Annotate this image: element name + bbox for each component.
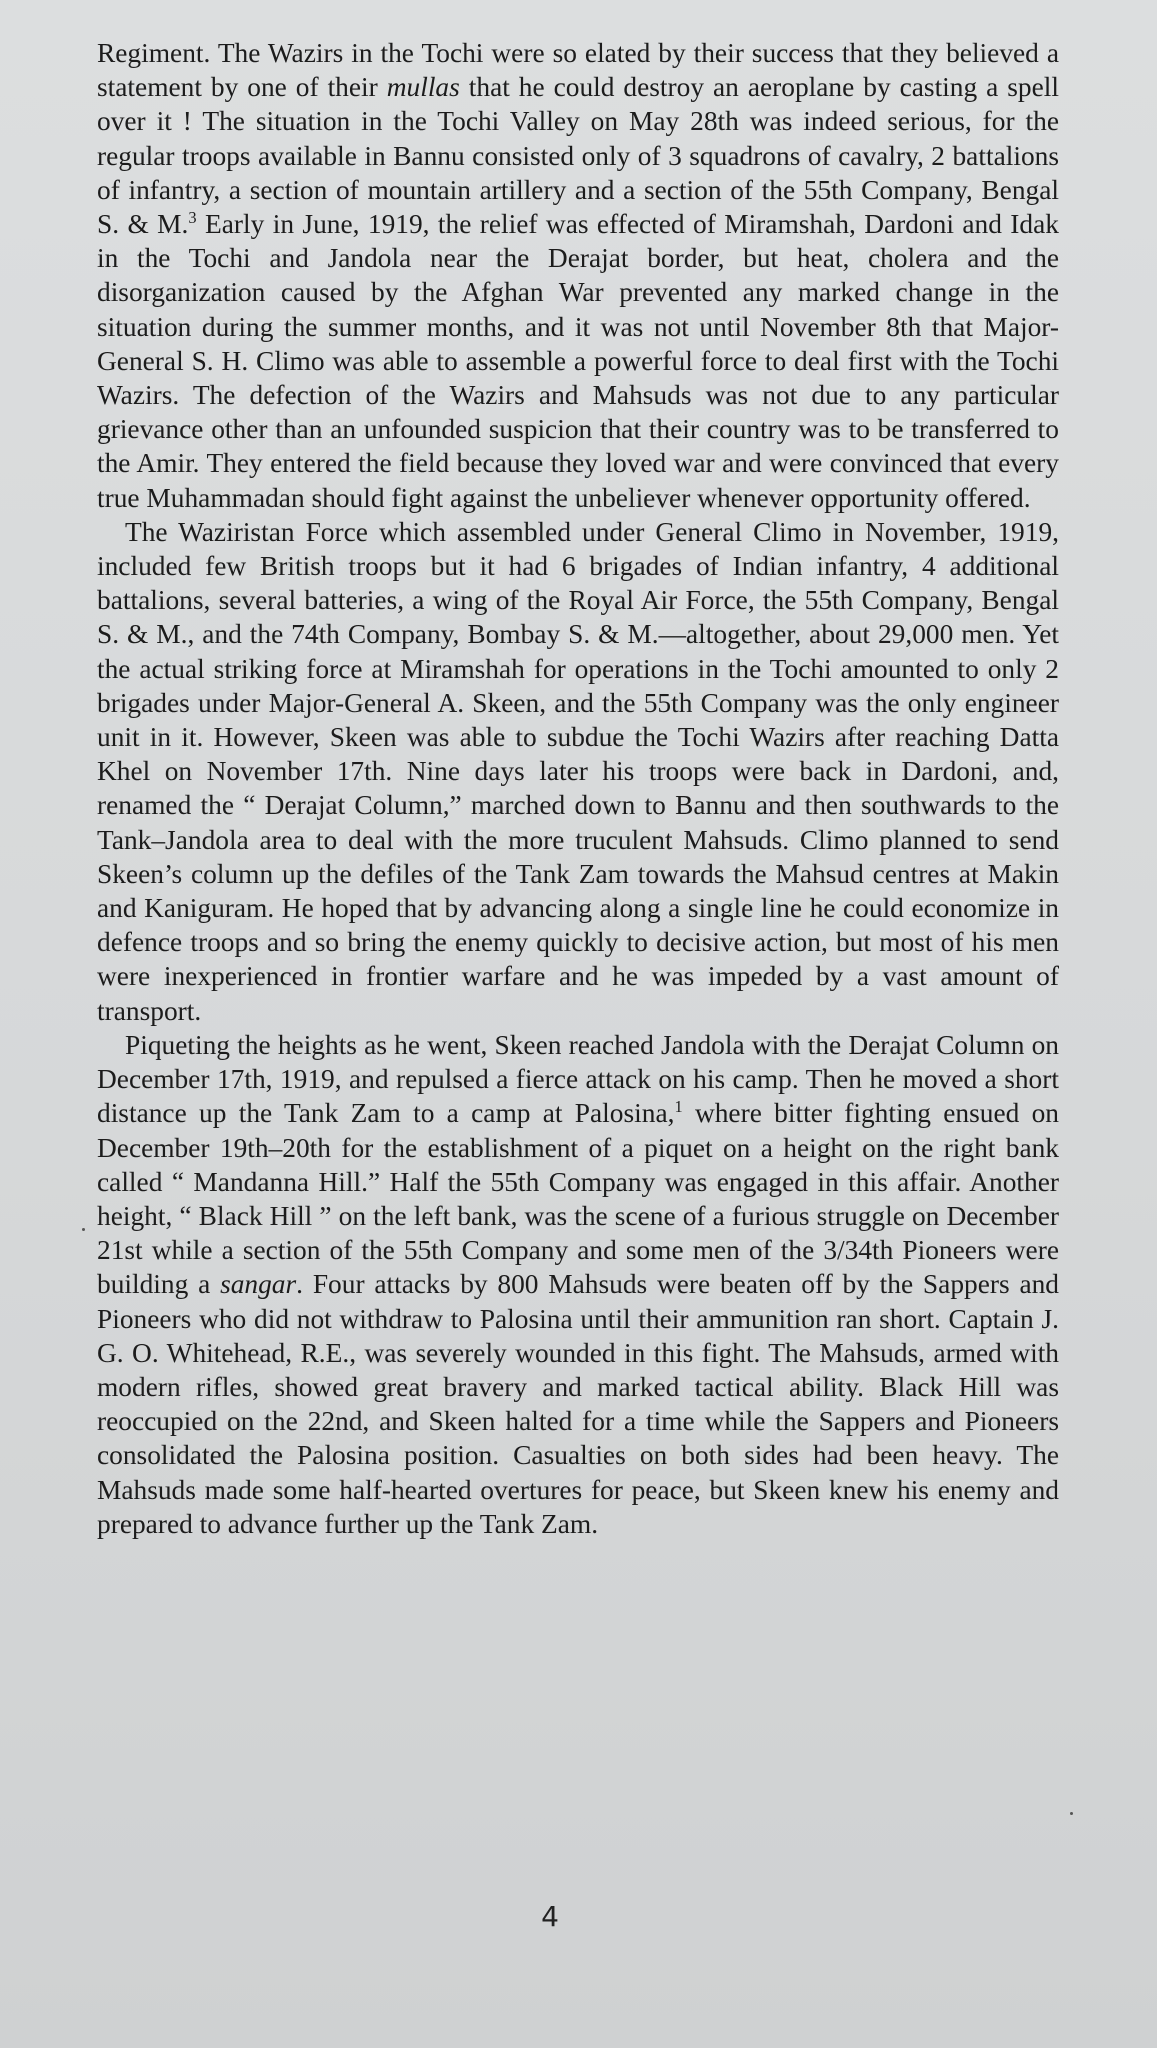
- page-number: 4: [541, 1900, 559, 1933]
- text-run: Piqueting the heights as he went, Skeen reached Jandola with the Derajat Column on December 17th, 1919, and repulsed a fierce attack on his camp. Then he moved a short distance up the Tank Zam to a camp at Palosina,: [97, 1029, 1059, 1129]
- italic-term: mullas: [386, 72, 460, 103]
- text-run: The Waziristan Force which assembled under General Climo in November, 1919, included few British troops but it had 6 brigades of Indian infantry, 4 additional battalions, several batteries, a wing of the Royal Air Force, the 55th Company, Bengal S. & M., and the 74th Company, Bombay S. & M.—altogether, about 29,000 men. Yet the actual striking force at Miramshah for operations in the Tochi amounted to only 2 brigades under Major-General A. Skeen, and the 55th Company was the only engineer unit in it. However, Skeen was able to subdue the Tochi Wazirs after reaching Datta Khel on November 17th. Nine days later his troops were back in Dardoni, and, renamed the “ Derajat Column,” marched down to Bannu and then southwards to the Tank–Jandola area to deal with the more truculent Mahsuds. Climo planned to send Skeen’s column up the defiles of the Tank Zam towards the Mahsud centres at Makin and Kaniguram. He hoped that by advancing along a single line he could economize in defence troops and so bring the enemy quickly to decisive action, but most of his men were inexperienced in frontier warfare and he was impeded by a vast amount of transport.: [97, 516, 1059, 1026]
- text-run: that he could destroy an aeroplane by casting a spell over it ! The situation in the Tochi Valley on May 28th was indeed serious, for the regular troops available in Bannu consisted only of 3 squadrons of cavalry, 2 battalions of infantry, a section of mountain artillery and a section of the 55th Company, Bengal S. & M.: [97, 72, 1059, 240]
- pencil-dot-mark: [1070, 1812, 1073, 1815]
- text-run: Early in June, 1919, the relief was effected of Miramshah, Dardoni and Idak in the Tochi and Jandola near the Derajat border, but heat, cholera and the disorganization caused by the Afghan War prevented any marked change in the situation during the summer months, and it was not until November 8th that Major-General S. H. Climo was able to assemble a powerful force to deal first with the Tochi Wazirs. The defection of the Wazirs and Mahsuds was not due to any particular grievance other than an unfounded suspicion that their country was to be transferred to the Amir. They entered the field because they loved war and were convinced that every true Muhammadan should fight against the unbeliever whenever opportunity offered.: [97, 209, 1059, 513]
- paragraph-3: [97, 1028, 1059, 1541]
- pencil-dot-mark: [82, 1228, 85, 1231]
- footnote-marker: 3: [188, 207, 197, 227]
- paragraph-1: [97, 36, 1059, 515]
- text-run: Regiment. The Wazirs in the Tochi were so elated by their success that they believed a statement by one of their: [97, 38, 1059, 103]
- paragraph-2: [97, 515, 1059, 1028]
- footnote-marker: 1: [674, 1097, 683, 1117]
- text-run: . Four attacks by 800 Mahsuds were beaten off by the Sappers and Pioneers who did not withdraw to Palosina until their ammunition ran short. Captain J. G. O. Whitehead, R.E., was severely wounded in this fight. The Mahsuds, armed with modern rifles, showed great bravery and marked tactical ability. Black Hill was reoccupied on the 22nd, and Skeen halted for a time while the Sappers and Pioneers consolidated the Palosina position. Casualties on both sides had been heavy. The Mahsuds made some half-hearted overtures for peace, but Skeen knew his enemy and prepared to advance further up the Tank Zam.: [97, 1269, 1059, 1539]
- italic-term: sangar: [220, 1269, 297, 1300]
- text-run: where bitter fighting ensued on December 19th–20th for the establishment of a piquet on a height on the right bank called “ Mandanna Hill.” Half the 55th Company was engaged in this affair. Another height, “ Black Hill ” on the left bank, was the scene of a furious struggle on December 21st while a section of the 55th Company and some men of the 3/34th Pioneers were building a: [97, 1098, 1060, 1300]
- body-text: [97, 36, 1059, 1541]
